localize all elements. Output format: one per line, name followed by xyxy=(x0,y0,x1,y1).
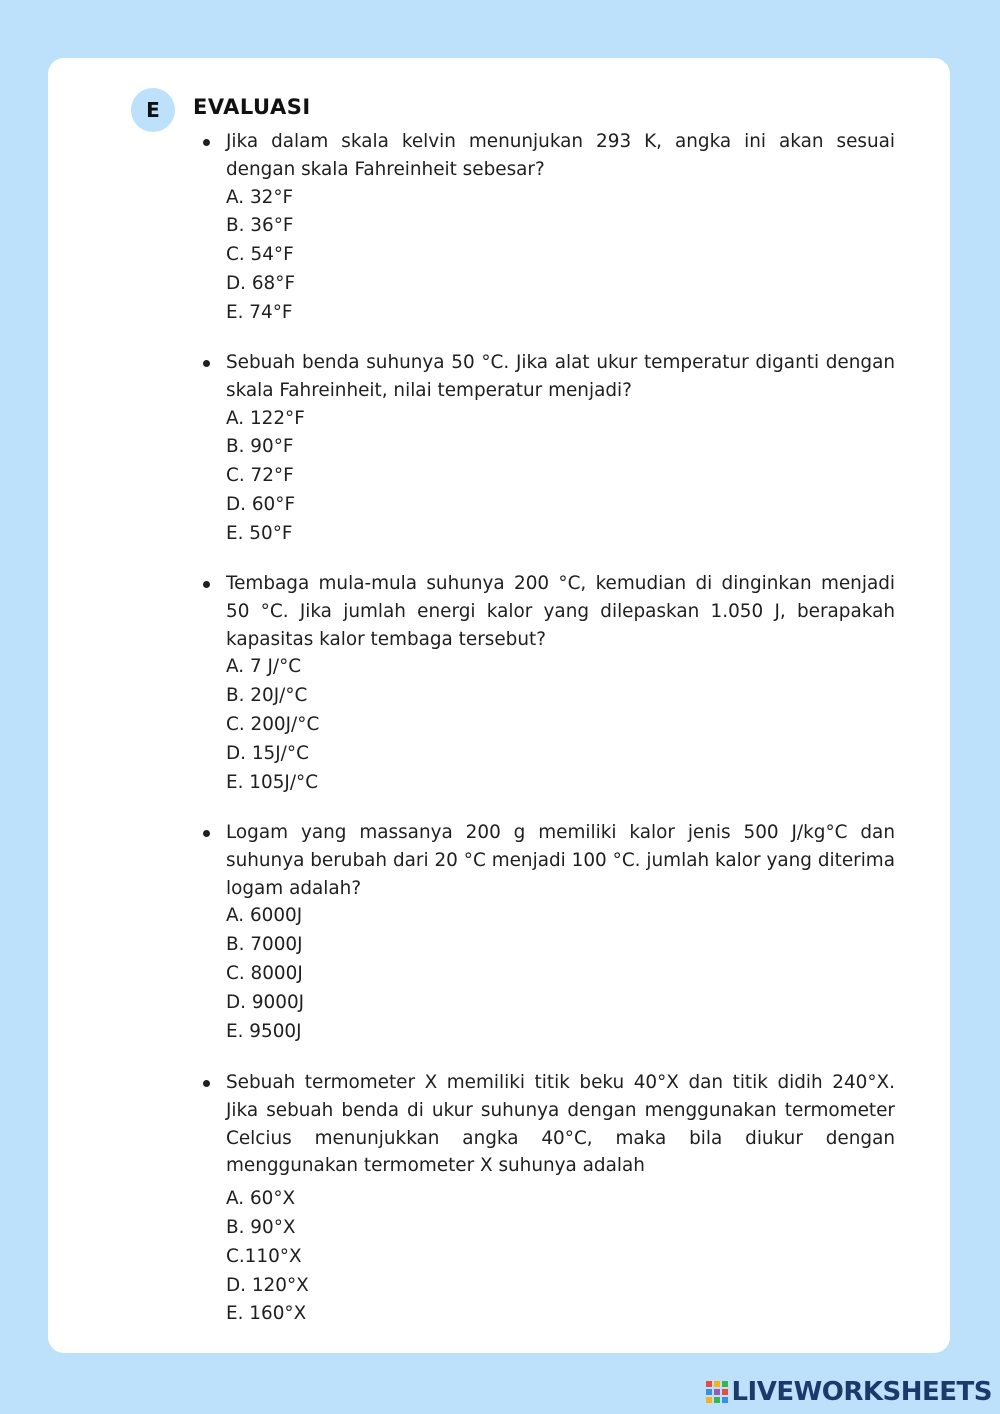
option-a[interactable]: A. 7 J/°C xyxy=(226,656,302,678)
question-4 xyxy=(200,819,895,1046)
option-e[interactable]: E. 74°F xyxy=(226,301,293,323)
option-e[interactable]: E. 50°F xyxy=(226,522,293,544)
option-d[interactable]: D. 60°F xyxy=(226,493,296,515)
section-badge: E xyxy=(131,88,175,132)
question-2 xyxy=(200,349,895,549)
option-b[interactable]: B. 90°F xyxy=(226,436,294,458)
bullet-icon xyxy=(203,139,210,146)
option-c[interactable]: C. 54°F xyxy=(226,244,294,266)
option-b[interactable]: B. 7000J xyxy=(226,934,303,956)
question-text: Logam yang massanya 200 g memiliki kalor jenis 500 J/kg°C dan suhunya berubah dari 20 °C menjadi 100 °C. jumlah kalor yang diterima logam adalah? xyxy=(200,819,895,902)
option-a[interactable]: A. 122°F xyxy=(226,407,305,429)
option-e[interactable]: E. 9500J xyxy=(226,1020,302,1042)
option-c[interactable]: C.110°X xyxy=(226,1245,302,1267)
question-3 xyxy=(200,570,895,797)
options-list xyxy=(200,184,895,328)
bullet-icon xyxy=(203,830,210,837)
section-title: EVALUASI xyxy=(193,95,311,119)
option-d[interactable]: D. 68°F xyxy=(226,272,296,294)
option-b[interactable]: B. 20J/°C xyxy=(226,685,308,707)
option-b[interactable]: B. 90°X xyxy=(226,1216,296,1238)
option-b[interactable]: B. 36°F xyxy=(226,215,294,237)
question-1 xyxy=(200,128,895,328)
option-e[interactable]: E. 105J/°C xyxy=(226,771,319,793)
question-5 xyxy=(200,1069,895,1329)
option-c[interactable]: C. 200J/°C xyxy=(226,713,320,735)
option-d[interactable]: D. 15J/°C xyxy=(226,742,309,764)
liveworksheets-grid-icon xyxy=(705,1380,729,1404)
option-a[interactable]: A. 32°F xyxy=(226,186,294,208)
options-list xyxy=(200,1185,895,1329)
question-text: Jika dalam skala kelvin menunjukan 293 K, angka ini akan sesuai dengan skala Fahreinheit sebesar? xyxy=(200,128,895,184)
option-c[interactable]: C. 72°F xyxy=(226,465,294,487)
option-e[interactable]: E. 160°X xyxy=(226,1303,307,1325)
liveworksheets-logo xyxy=(705,1377,992,1407)
options-list xyxy=(200,405,895,549)
question-text: Tembaga mula-mula suhunya 200 °C, kemudian di dinginkan menjadi 50 °C. Jika jumlah energi kalor yang dilepaskan 1.050 J, berapakah kapasitas kalor tembaga tersebut? xyxy=(200,570,895,653)
question-text: Sebuah benda suhunya 50 °C. Jika alat ukur temperatur diganti dengan skala Fahreinheit, nilai temperatur menjadi? xyxy=(200,349,895,405)
bullet-icon xyxy=(203,360,210,367)
bullet-icon xyxy=(203,1080,210,1087)
option-d[interactable]: D. 9000J xyxy=(226,991,305,1013)
option-a[interactable]: A. 6000J xyxy=(226,905,303,927)
option-c[interactable]: C. 8000J xyxy=(226,962,303,984)
bullet-icon xyxy=(203,581,210,588)
option-a[interactable]: A. 60°X xyxy=(226,1188,296,1210)
question-text: Sebuah termometer X memiliki titik beku 40°X dan titik didih 240°X. Jika sebuah benda di ukur suhunya dengan menggunakan termometer Celcius menunjukkan angka 40°C, maka bila diukur dengan menggunakan termometer X suhunya adalah xyxy=(200,1069,895,1180)
option-d[interactable]: D. 120°X xyxy=(226,1274,309,1296)
options-list xyxy=(200,653,895,797)
options-list xyxy=(200,902,895,1046)
brand-name: LIVEWORKSHEETS xyxy=(731,1377,992,1407)
